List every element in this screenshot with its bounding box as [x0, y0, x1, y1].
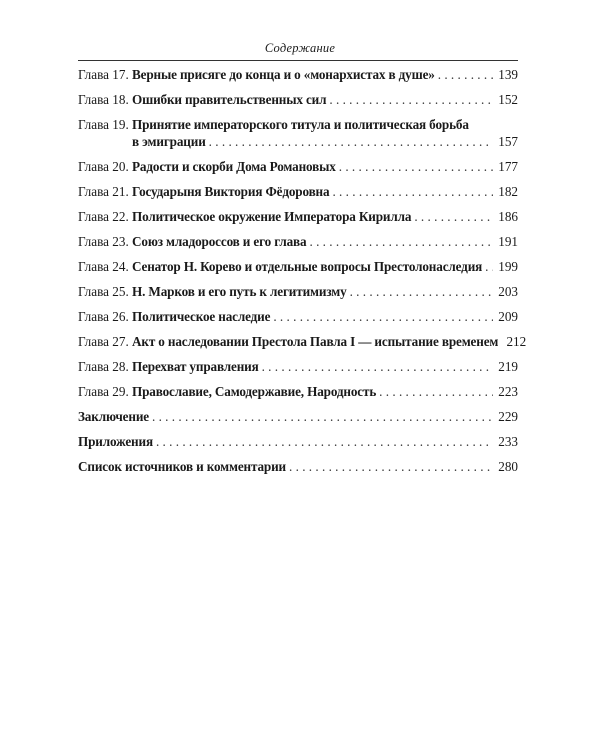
page-number: 280 — [498, 459, 518, 474]
page-number: 233 — [498, 434, 518, 449]
toc-entry-ch28 — [78, 358, 518, 375]
toc-entry-ch21 — [78, 183, 518, 200]
chapter-title: Верные присяге до конца и о «монархистах в душе» — [132, 67, 435, 82]
page-number: 209 — [498, 309, 518, 324]
leader-dots — [379, 383, 493, 400]
chapter-label: Глава 25. — [78, 284, 129, 299]
leader-dots — [156, 433, 493, 450]
chapter-title-line1: Принятие императорского титула и политическая борьба — [132, 117, 469, 132]
chapter-label: Глава 28. — [78, 359, 129, 374]
chapter-label: Глава 17. — [78, 67, 129, 82]
chapter-title: Политическое наследие — [132, 309, 271, 324]
leader-dots — [339, 158, 493, 175]
leader-dots — [485, 258, 493, 275]
toc-entry-ch26 — [78, 308, 518, 325]
page-number: 199 — [498, 259, 518, 274]
toc-entry-ch17 — [78, 66, 518, 83]
header-rule — [78, 60, 518, 61]
chapter-title: в эмиграции — [132, 134, 206, 149]
chapter-title: Ошибки правительственных сил — [132, 92, 327, 107]
section-title: Заключение — [78, 409, 149, 424]
toc-entry-ch27 — [78, 333, 527, 350]
page-number: 182 — [498, 184, 518, 199]
section-title: Приложения — [78, 434, 153, 449]
chapter-label: Глава 20. — [78, 159, 129, 174]
toc-entry-ch19 — [78, 116, 518, 150]
toc-entry-ch29 — [78, 383, 518, 400]
page-number: 219 — [498, 359, 518, 374]
page-number: 229 — [498, 409, 518, 424]
page-number: 223 — [498, 384, 518, 399]
page-number: 177 — [498, 159, 518, 174]
chapter-title: Политическое окружение Императора Кирилла — [132, 209, 412, 224]
chapter-title: Православие, Самодержавие, Народность — [132, 384, 377, 399]
leader-dots — [329, 91, 493, 108]
toc-entry-ch22 — [78, 208, 518, 225]
chapter-label: Глава 29. — [78, 384, 129, 399]
chapter-label: Глава 24. — [78, 259, 129, 274]
chapter-title: Перехват управления — [132, 359, 259, 374]
running-head: Содержание — [264, 41, 336, 55]
toc-entry-ch24 — [78, 258, 518, 275]
chapter-label: Глава 27. — [78, 334, 129, 349]
page-number: 152 — [498, 92, 518, 107]
chapter-label: Глава 21. — [78, 184, 129, 199]
chapter-title: Сенатор Н. Корево и отдельные вопросы Престолонаследия — [132, 259, 483, 274]
leader-dots — [438, 66, 493, 83]
chapter-title: Акт о наследовании Престола Павла I — испытание временем — [132, 334, 499, 349]
leader-dots — [152, 408, 493, 425]
page-number: 191 — [498, 234, 518, 249]
leader-dots — [309, 233, 493, 250]
chapter-title: Государыня Виктория Фёдоровна — [132, 184, 330, 199]
chapter-label: Глава 22. — [78, 209, 129, 224]
toc-entry-conclusion — [78, 408, 518, 425]
toc-entry-appendices — [78, 433, 518, 450]
table-of-contents — [78, 66, 527, 475]
leader-dots — [262, 358, 493, 375]
page-number: 139 — [498, 67, 518, 82]
page-number: 157 — [498, 134, 518, 149]
chapter-label: Глава 19. — [78, 117, 129, 132]
leader-dots — [289, 458, 493, 475]
chapter-title: Радости и скорби Дома Романовых — [132, 159, 336, 174]
leader-dots — [350, 283, 493, 300]
section-title: Список источников и комментарии — [78, 459, 287, 474]
leader-dots — [332, 183, 493, 200]
chapter-title: Союз младороссов и его глава — [132, 234, 307, 249]
leader-dots — [273, 308, 493, 325]
chapter-label: Глава 26. — [78, 309, 129, 324]
page-number: 212 — [506, 334, 527, 349]
toc-entry-ch20 — [78, 158, 518, 175]
toc-entry-ch18 — [78, 91, 518, 108]
leader-dots — [209, 133, 493, 150]
toc-entry-ch25 — [78, 283, 518, 300]
chapter-title: Н. Марков и его путь к легитимизму — [132, 284, 347, 299]
page-number: 186 — [498, 209, 518, 224]
chapter-label: Глава 23. — [78, 234, 129, 249]
page-number: 203 — [498, 284, 518, 299]
chapter-label: Глава 18. — [78, 92, 129, 107]
leader-dots — [414, 208, 493, 225]
toc-entry-sources — [78, 458, 518, 475]
toc-entry-ch23 — [78, 233, 518, 250]
